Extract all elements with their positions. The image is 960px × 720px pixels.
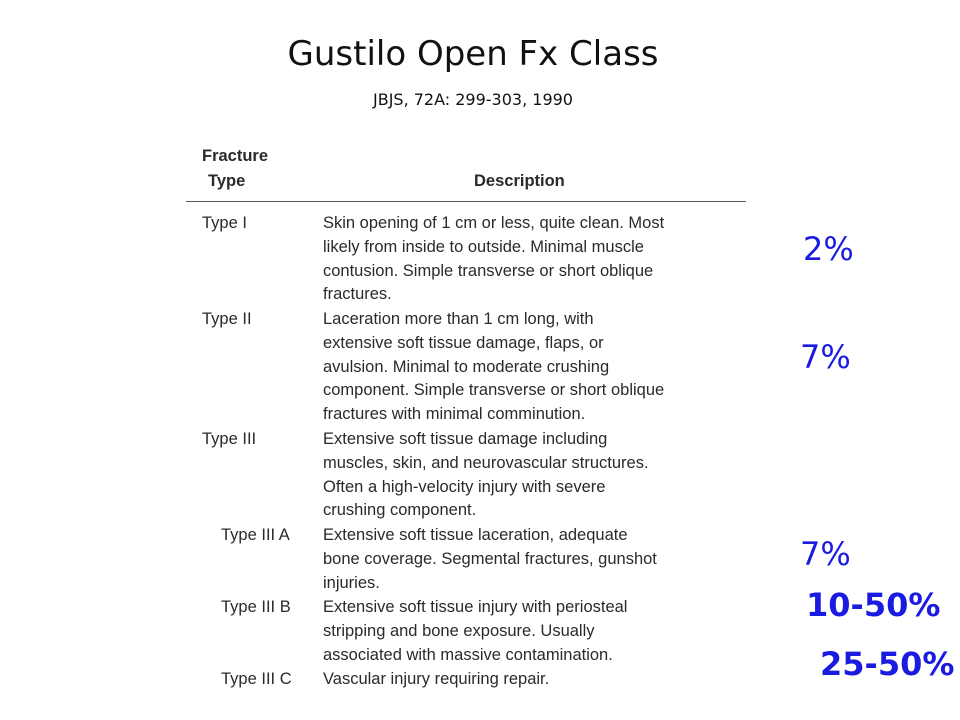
row-description: [323, 524, 743, 595]
row-type-label: Type III: [202, 430, 257, 448]
row-description: [323, 428, 743, 523]
row-type-label: Type I: [202, 214, 247, 232]
row-description: [323, 212, 743, 307]
row-description: [323, 668, 743, 692]
infection-rate-type-i: 2%: [803, 230, 854, 268]
description-line: Skin opening of 1 cm or less, quite clean. Most: [323, 214, 665, 232]
header-type: Type: [208, 172, 246, 190]
description-line: fractures.: [323, 285, 392, 304]
description-line: muscles, skin, and neurovascular structures.: [323, 453, 649, 472]
description-line: extensive soft tissue damage, flaps, or: [323, 333, 604, 352]
description-line: Often a high-velocity injury with severe: [323, 477, 606, 496]
header-description: Description: [474, 172, 565, 190]
row-type-label: Type III C: [221, 670, 292, 688]
description-line: bone coverage. Segmental fractures, gunshot: [323, 549, 657, 568]
slide-title: Gustilo Open Fx Class: [287, 34, 659, 74]
description-line: contusion. Simple transverse or short oblique: [323, 261, 654, 280]
description-line: fractures with minimal comminution.: [323, 405, 586, 424]
header-fracture: Fracture: [202, 147, 269, 165]
description-line: stripping and bone exposure. Usually: [323, 621, 595, 640]
row-description: [323, 308, 743, 427]
classification-table: [186, 140, 746, 700]
citation-subtitle: JBJS, 72A: 299-303, 1990: [373, 90, 573, 109]
row-type-label: Type III A: [221, 526, 290, 544]
description-line: Extensive soft tissue laceration, adequate: [323, 526, 628, 544]
row-type-label: Type III B: [221, 598, 291, 616]
infection-rate-type-iii-a: 7%: [800, 535, 851, 573]
description-line: Vascular injury requiring repair.: [323, 670, 550, 688]
description-line: crushing component.: [323, 501, 477, 520]
row-description: [323, 596, 743, 667]
description-line: component. Simple transverse or short oblique: [323, 381, 665, 400]
infection-rate-type-iii-b: 10-50%: [806, 586, 941, 624]
description-line: associated with massive contamination.: [323, 645, 613, 664]
row-type-label: Type II: [202, 310, 252, 328]
description-line: avulsion. Minimal to moderate crushing: [323, 357, 610, 376]
infection-rate-type-iii-c: 25-50%: [820, 645, 955, 683]
description-line: Laceration more than 1 cm long, with: [323, 310, 594, 328]
infection-rate-type-ii: 7%: [800, 338, 851, 376]
header-divider: [186, 201, 746, 202]
description-line: Extensive soft tissue damage including: [323, 430, 608, 448]
description-line: likely from inside to outside. Minimal muscle: [323, 237, 644, 256]
description-line: injuries.: [323, 573, 380, 592]
description-line: Extensive soft tissue injury with periosteal: [323, 598, 628, 616]
